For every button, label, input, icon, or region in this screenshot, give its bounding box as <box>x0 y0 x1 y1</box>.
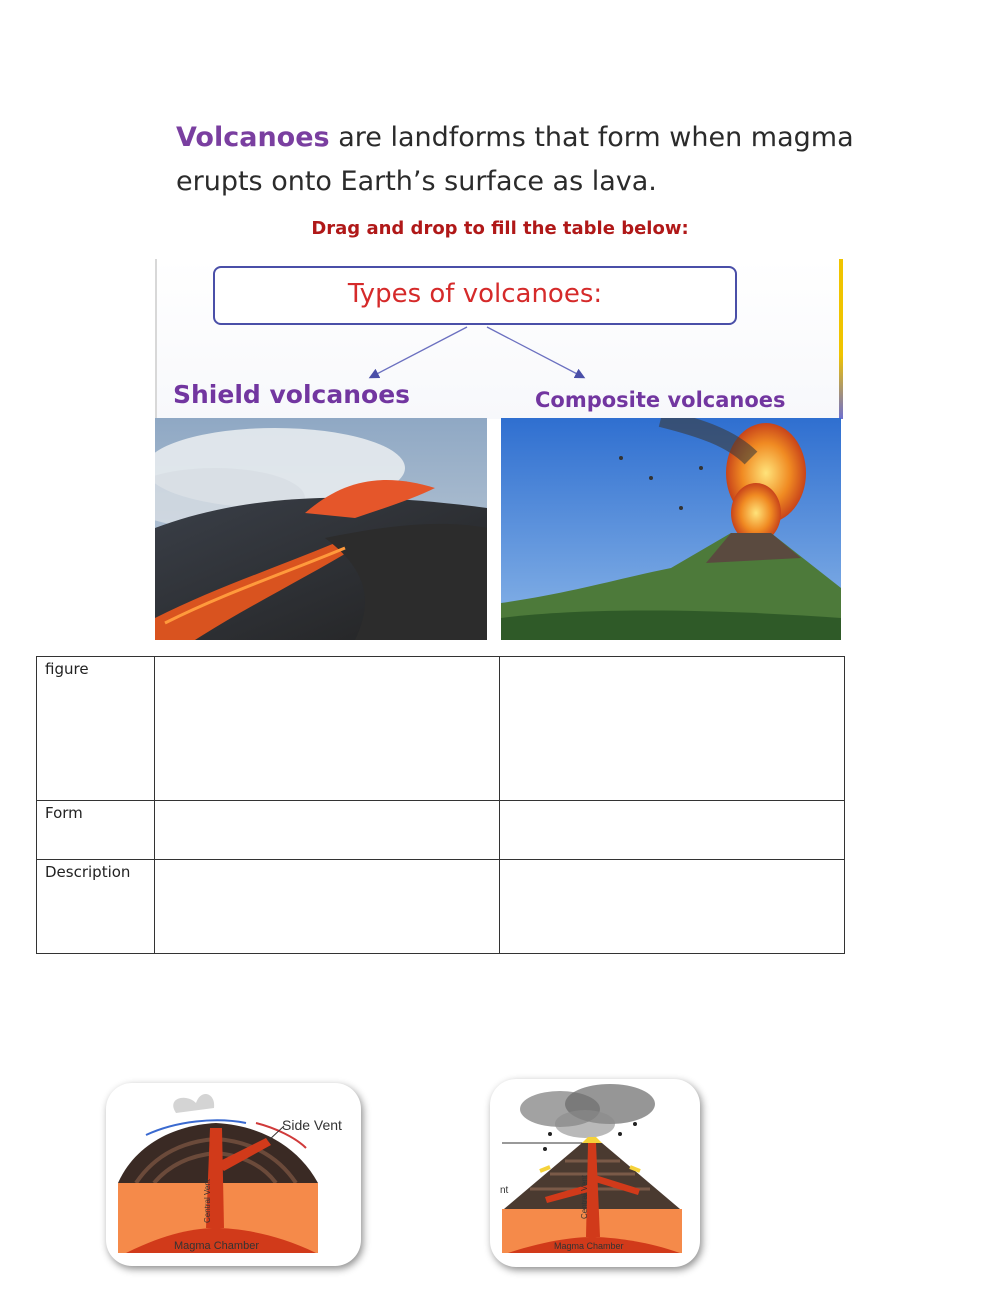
types-title: Types of volcanoes: <box>213 266 737 325</box>
composite-volcano-diagram-icon <box>490 1079 700 1267</box>
drop-cell-form-shield[interactable] <box>155 801 500 860</box>
drop-cell-form-composite[interactable] <box>500 801 845 860</box>
table-row <box>37 657 845 801</box>
shield-volcano-photo <box>155 418 487 640</box>
central-vent-label: Central Vent <box>203 1178 212 1223</box>
row-label-form: Form <box>37 801 155 860</box>
types-banner <box>155 259 843 419</box>
table-row <box>37 801 845 860</box>
shield-volcanoes-label: Shield volcanoes <box>173 380 411 409</box>
drop-cell-figure-shield[interactable] <box>155 657 500 801</box>
intro-text: are landforms that form when magma erupts onto Earth’s surface as lava. <box>176 122 854 197</box>
side-vent-label: Side Vent <box>282 1117 342 1133</box>
composite-side-label: nt <box>500 1185 509 1196</box>
row-label-figure: figure <box>37 657 155 801</box>
composite-volcanoes-label: Composite volcanoes <box>535 388 786 412</box>
intro-keyword: Volcanoes <box>176 122 330 153</box>
shield-diagram-card[interactable] <box>106 1083 361 1266</box>
drop-cell-description-shield[interactable] <box>155 860 500 954</box>
composite-volcano-photo <box>501 418 841 640</box>
composite-central-vent-label: Central Vent <box>580 1174 589 1219</box>
intro-paragraph <box>176 116 876 204</box>
shield-volcano-diagram-icon <box>106 1083 361 1266</box>
drop-cell-description-composite[interactable] <box>500 860 845 954</box>
row-label-description: Description <box>37 860 155 954</box>
fill-table <box>36 656 845 954</box>
composite-magma-chamber-label: Magma Chamber <box>554 1241 624 1251</box>
magma-chamber-label: Magma Chamber <box>174 1240 259 1252</box>
instruction-text: Drag and drop to fill the table below: <box>311 218 689 239</box>
table-row <box>37 860 845 954</box>
composite-diagram-card[interactable] <box>490 1079 700 1267</box>
drop-cell-figure-composite[interactable] <box>500 657 845 801</box>
